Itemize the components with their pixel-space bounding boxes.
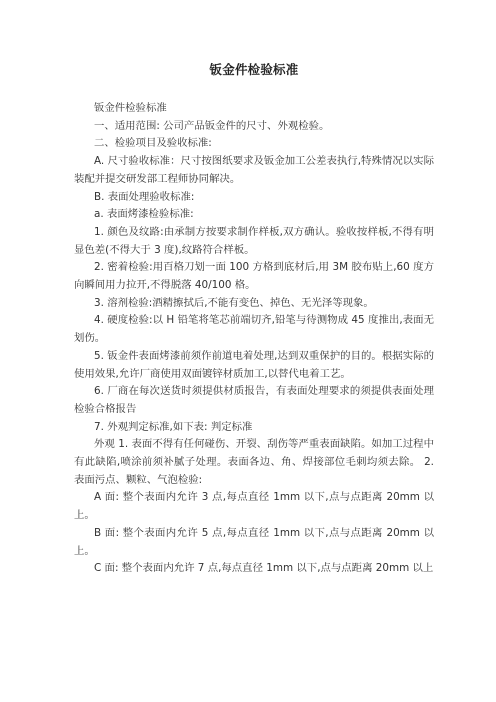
surface-treatment-heading: B. 表面处理验收标准:: [94, 190, 195, 203]
surface-c-paragraph: C 面: 整个表面内允许 7 点,每点直径 1mm 以下,点与点距离 20mm 以上: [94, 562, 434, 575]
document-body: [74, 100, 434, 578]
hardness-test-paragraph: 4. 硬度检验:以 H 铅笔将笔芯前端切齐,铅笔与待测物成 45 度推出,表面无划伤。: [74, 314, 434, 345]
surface-b-paragraph: B 面: 整个表面内允许 5 点,每点直径 1mm 以下,点与点距离 20mm 以上。: [74, 526, 434, 557]
electrocoat-paragraph: 5. 钣金件表面烤漆前须作前道电着处理,达到双重保护的目的。根据实际的使用效果,允许厂商使用双面镀锌材质加工,以替代电着工艺。: [74, 349, 434, 380]
appearance-criteria-heading: 7. 外观判定标准,如下表: 判定标准: [94, 420, 253, 433]
document-title: 钣金件检验标准: [209, 62, 299, 77]
appearance-defects-paragraph: 外观 1. 表面不得有任何碰伤、开裂、刮伤等严重表面缺陷。如加工过程中有此缺陷,喷涂前须补腻子处理。表面各边、角、焊接部位毛刺均须去除。 2. 表面污点、颗粒、气泡检验:: [74, 438, 434, 486]
material-report-paragraph: 6. 厂商在每次送货时须提供材质报告，有表面处理要求的须提供表面处理检验合格报告: [74, 385, 434, 415]
solvent-test-paragraph: 3. 溶剂检验:酒精擦拭后,不能有变色、掉色、无光泽等现象。: [94, 296, 374, 309]
adhesion-test-paragraph: 2. 密着检验:用百格刀划一面 100 方格到底材后,用 3M 胶布贴上,60 度方向瞬间用力拉开,不得脱落 40/100 格。: [74, 261, 434, 292]
dimension-standard-paragraph: A. 尺寸验收标准：尺寸按图纸要求及钣金加工公差表执行,特殊情况以实际装配并提交研发部工程师协同解决。: [74, 155, 434, 185]
doc-subtitle: 钣金件检验标准: [94, 102, 167, 114]
paint-inspection-heading: a. 表面烤漆检验标准:: [94, 208, 194, 221]
surface-a-paragraph: A 面: 整个表面内允许 3 点,每点直径 1mm 以下,点与点距离 20mm 以上。: [74, 491, 434, 522]
scope-paragraph: 一、适用范围: 公司产品钣金件的尺寸、外观检验。: [94, 119, 330, 132]
inspection-items-heading: 二、检验项目及验收标准:: [94, 137, 212, 150]
color-texture-paragraph: 1. 颜色及纹路:由承制方按要求制作样板,双方确认。验收按样板,不得有明显色差(不得大于 3 度),纹路符合样板。: [74, 225, 434, 256]
